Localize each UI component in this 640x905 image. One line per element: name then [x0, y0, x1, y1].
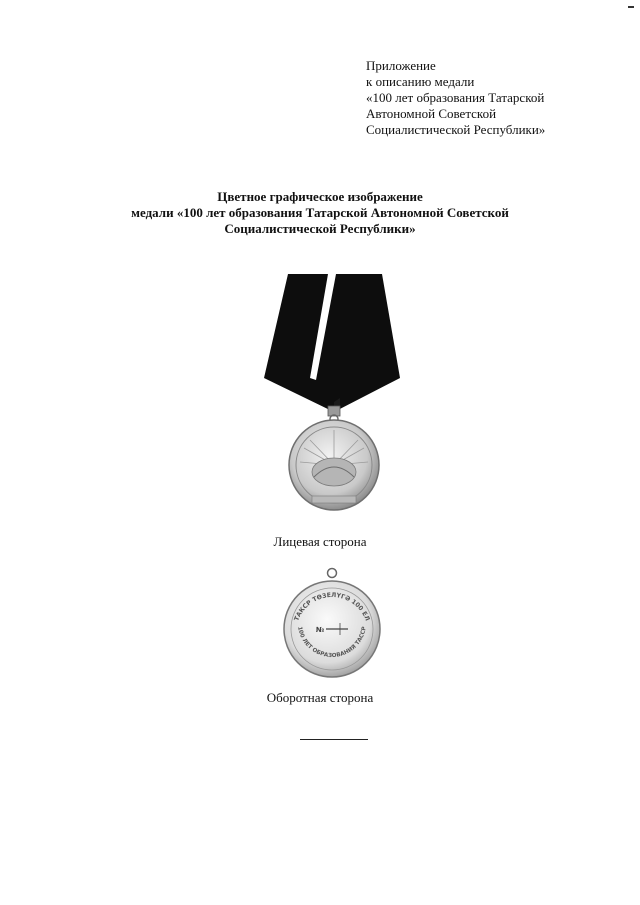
title-line: Цветное графическое изображение [217, 189, 423, 204]
back-top-inscription: ТАКСР ТӨЗЕЛҮГӘ 100 ЕЛ [293, 591, 371, 622]
back-side-caption: Оборотная сторона [266, 690, 374, 705]
appendix-line: Приложение [366, 58, 436, 73]
number-label: № [315, 626, 325, 634]
medal-back-image [274, 567, 390, 685]
title-line: медали «100 лет образования Татарской Автономной Советской [131, 205, 509, 220]
appendix-note [366, 58, 626, 138]
appendix-line: к описанию медали [366, 74, 475, 89]
medal-front-image [258, 272, 410, 512]
corner-mark [628, 6, 634, 8]
closing-divider [300, 739, 368, 740]
appendix-line: «100 лет образования Татарской [366, 90, 545, 105]
document-title [0, 189, 640, 237]
medal-front-disc [289, 420, 379, 510]
title-line: Социалистической Республики» [224, 221, 416, 236]
back-bottom-inscription: 100 ЛЕТ ОБРАЗОВАНИЯ ТАССР [296, 626, 368, 660]
ribbon [264, 274, 400, 412]
appendix-line: Автономной Советской [366, 106, 497, 121]
appendix-line: Социалистической Республики» [366, 122, 546, 137]
eyelet [328, 569, 337, 578]
front-side-caption: Лицевая сторона [273, 534, 367, 549]
